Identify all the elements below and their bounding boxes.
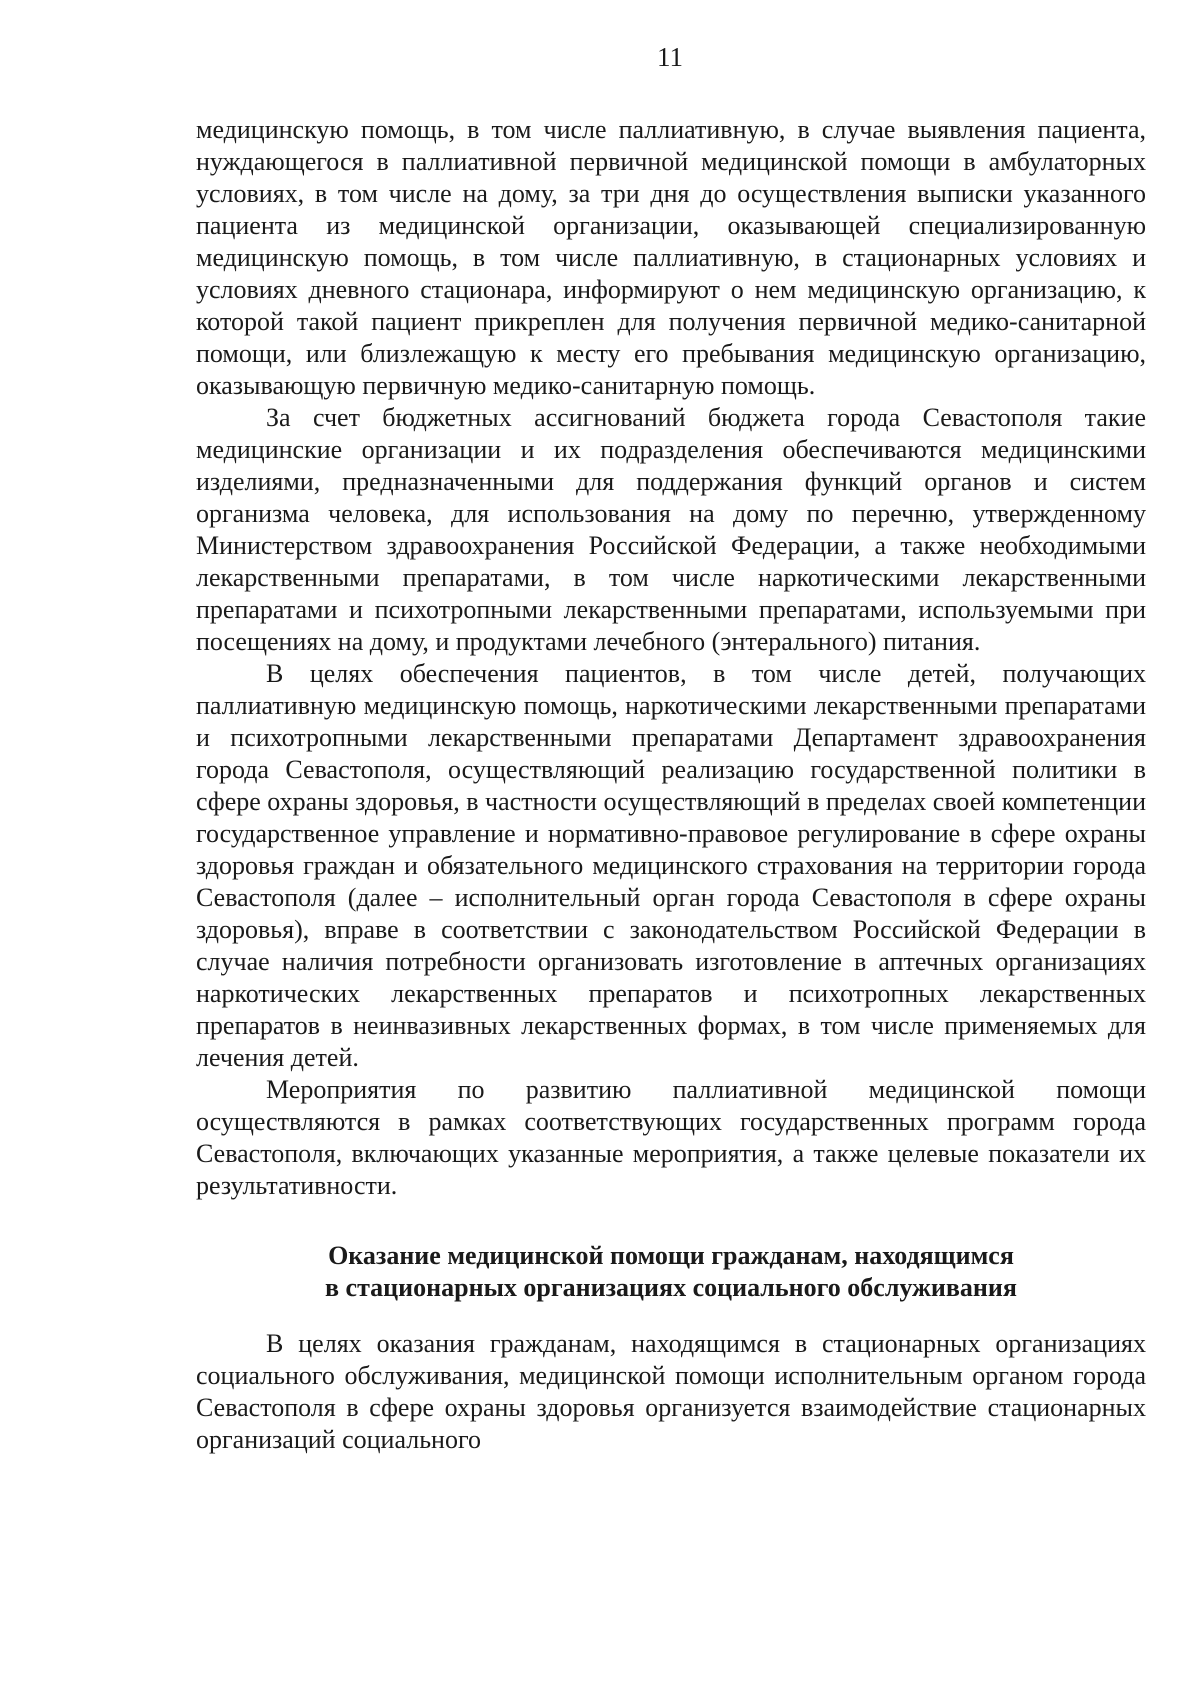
section-heading-line-2: в стационарных организациях социального обслуживания <box>325 1273 1017 1302</box>
document-body <box>196 114 1146 1456</box>
paragraph-narcotic-supply: В целях обеспечения пациентов, в том числе детей, получающих паллиативную медицинскую помощь, наркотическими лекарственными препаратами и психотропными лекарственными препаратами Департамент здравоохранения города Севастополя, осуществляющий реализацию государственной политики в сфере охраны здоровья, в частности осуществляющий в пределах своей компетенции государственное управление и нормативно-правовое регулирование в сфере охраны здоровья граждан и обязательного медицинского страхования на территории города Севастополя (далее – исполнительный орган города Севастополя в сфере охраны здоровья), вправе в соответствии с законодательством Российской Федерации в случае наличия потребности организовать изготовление в аптечных организациях наркотических лекарственных препаратов и психотропных лекарственных препаратов в неинвазивных лекарственных формах, в том числе применяемых для лечения детей. <box>196 659 1146 1072</box>
paragraph-budget-funding: За счет бюджетных ассигнований бюджета города Севастополя такие медицинские организации и их подразделения обеспечиваются медицинскими изделиями, предназначенными для поддержания функций органов и систем организма человека, для использования на дому по перечню, утвержденному Министерством здравоохранения Российской Федерации, а также необходимыми лекарственными препаратами, в том числе наркотическими лекарственными препаратами и психотропными лекарственными препаратами, используемыми при посещениях на дому, и продуктами лечебного (энтерального) питания. <box>196 403 1146 656</box>
section-heading-line-1: Оказание медицинской помощи гражданам, находящимся <box>328 1241 1014 1270</box>
section-heading <box>196 1240 1146 1304</box>
paragraph-programs: Мероприятия по развитию паллиативной медицинской помощи осуществляются в рамках соответствующих государственных программ города Севастополя, включающих указанные мероприятия, а также целевые показатели их результативности. <box>196 1075 1146 1200</box>
paragraph-social-services: В целях оказания гражданам, находящимся в стационарных организациях социального обслуживания, медицинской помощи исполнительным органом города Севастополя в сфере охраны здоровья организуется взаимодействие стационарных организаций социального <box>196 1329 1146 1454</box>
paragraph-continuation: медицинскую помощь, в том числе паллиативную, в случае выявления пациента, нуждающегося в паллиативной первичной медицинской помощи в амбулаторных условиях, в том числе на дому, за три дня до осуществления выписки указанного пациента из медицинской организации, оказывающей специализированную медицинскую помощь, в том числе паллиативную, в стационарных условиях и условиях дневного стационара, информируют о нем медицинскую организацию, к которой такой пациент прикреплен для получения первичной медико-санитарной помощи, или близлежащую к месту его пребывания медицинскую организацию, оказывающую первичную медико-санитарную помощь. <box>196 115 1146 400</box>
page-number: 11 <box>657 42 683 72</box>
